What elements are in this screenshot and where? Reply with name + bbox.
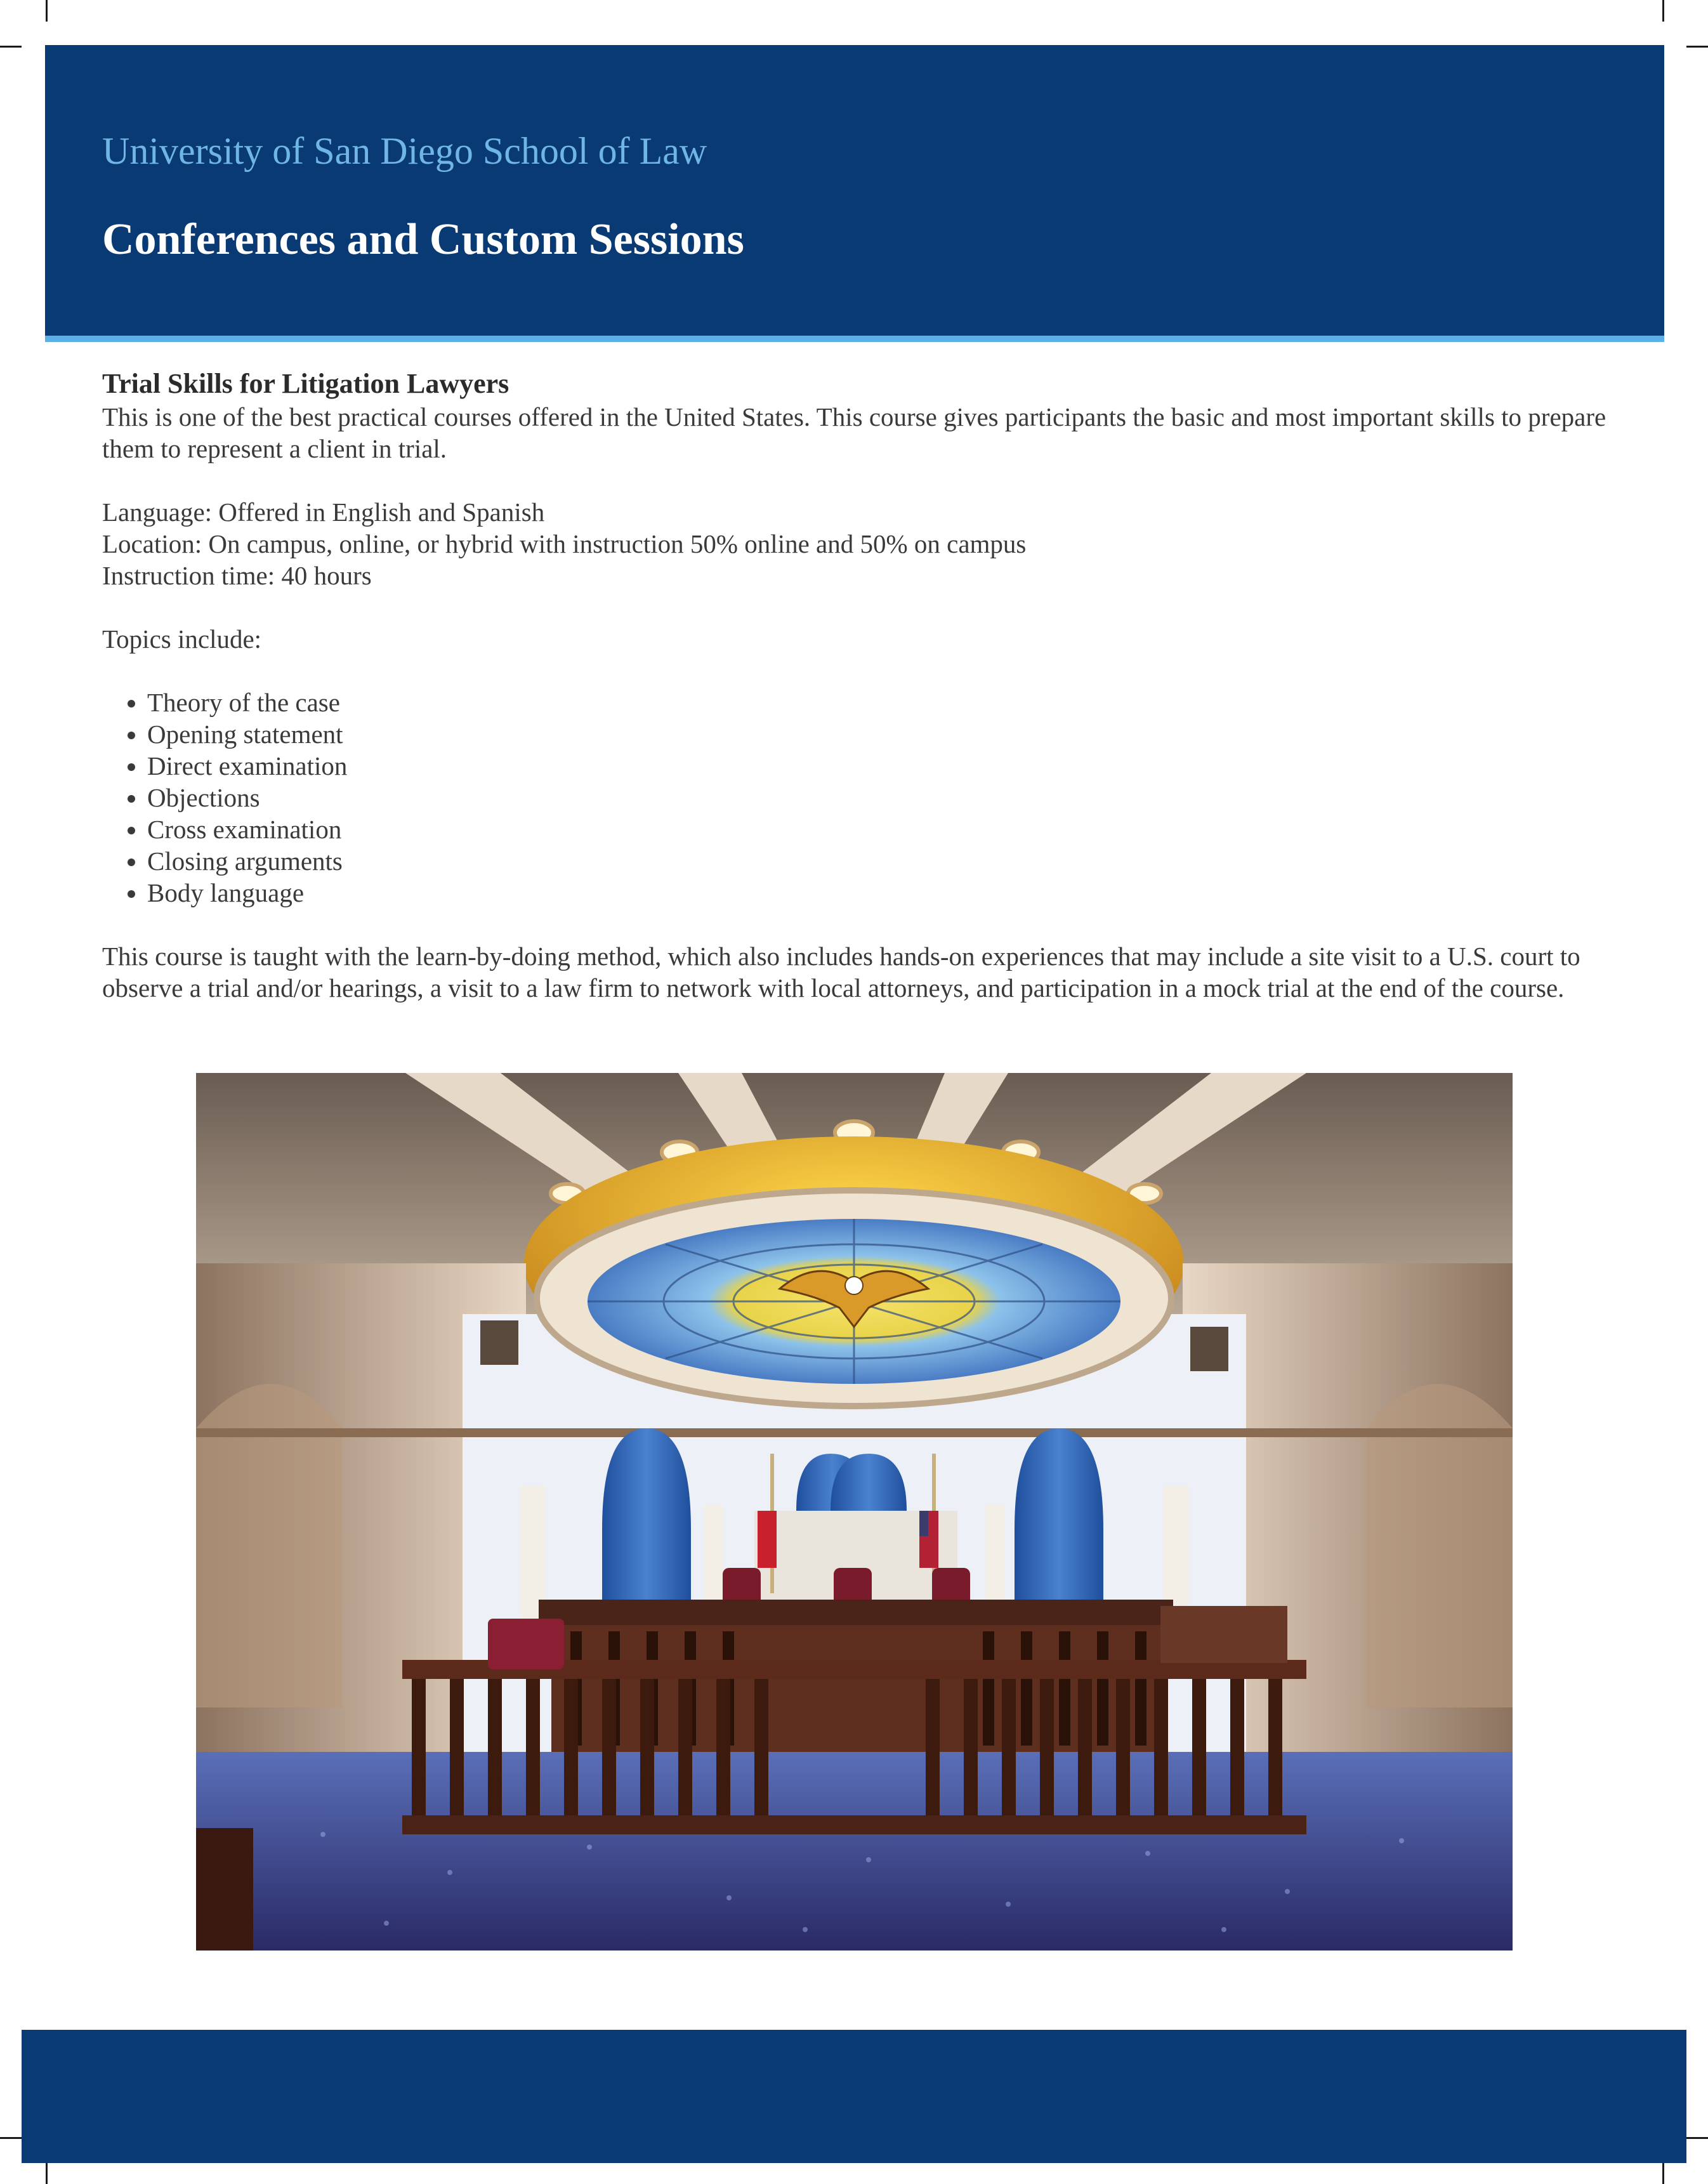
list-item: • Direct examination [147,750,1612,782]
crop-mark-left-top [0,46,22,48]
course-title: Trial Skills for Litigation Lawyers [102,368,509,399]
crop-mark-right-bottom [1686,2137,1708,2139]
crop-mark-bottom-left [46,2162,48,2184]
header-subtitle: University of San Diego School of Law [102,130,707,172]
list-item: • Objections [147,782,1612,813]
course-closing: This course is taught with the learn-by-doing method, which also includes hands-on experiences that may include a site visit to a U.S. court to observe a trial and/or hearings, a visit to a law firm to network with local attorneys, and participation in a mock trial at the end of the course. [102,942,1580,1003]
crop-mark-bottom-right [1662,2162,1664,2184]
list-item: • Cross examination [147,813,1612,845]
crop-mark-right-top [1686,46,1708,48]
header-divider [45,336,1664,342]
course-location: Location: On campus, online, or hybrid with instruction 50% online and 50% on campus [102,529,1027,558]
crop-mark-top-right [1662,0,1664,22]
list-item: • Opening statement [147,718,1612,750]
course-intro: This is one of the best practical courses offered in the United States. This course gives participants the basic and most important skills to prepare them to represent a client in trial. [102,402,1606,463]
topics-list [102,687,1612,909]
header-band [45,45,1664,339]
crop-mark-left-bottom [0,2137,22,2139]
list-item: • Closing arguments [147,845,1612,877]
course-content [102,367,1612,1004]
footer-band [22,2030,1686,2163]
crop-mark-top-left [46,0,48,22]
list-item: • Theory of the case [147,687,1612,718]
topics-heading: Topics include: [102,624,262,654]
course-instruction-time: Instruction time: 40 hours [102,561,372,590]
courtroom-photo [196,1073,1513,1950]
course-language: Language: Offered in English and Spanish [102,497,545,527]
list-item: • Body language [147,877,1612,909]
page-title: Conferences and Custom Sessions [102,215,744,264]
